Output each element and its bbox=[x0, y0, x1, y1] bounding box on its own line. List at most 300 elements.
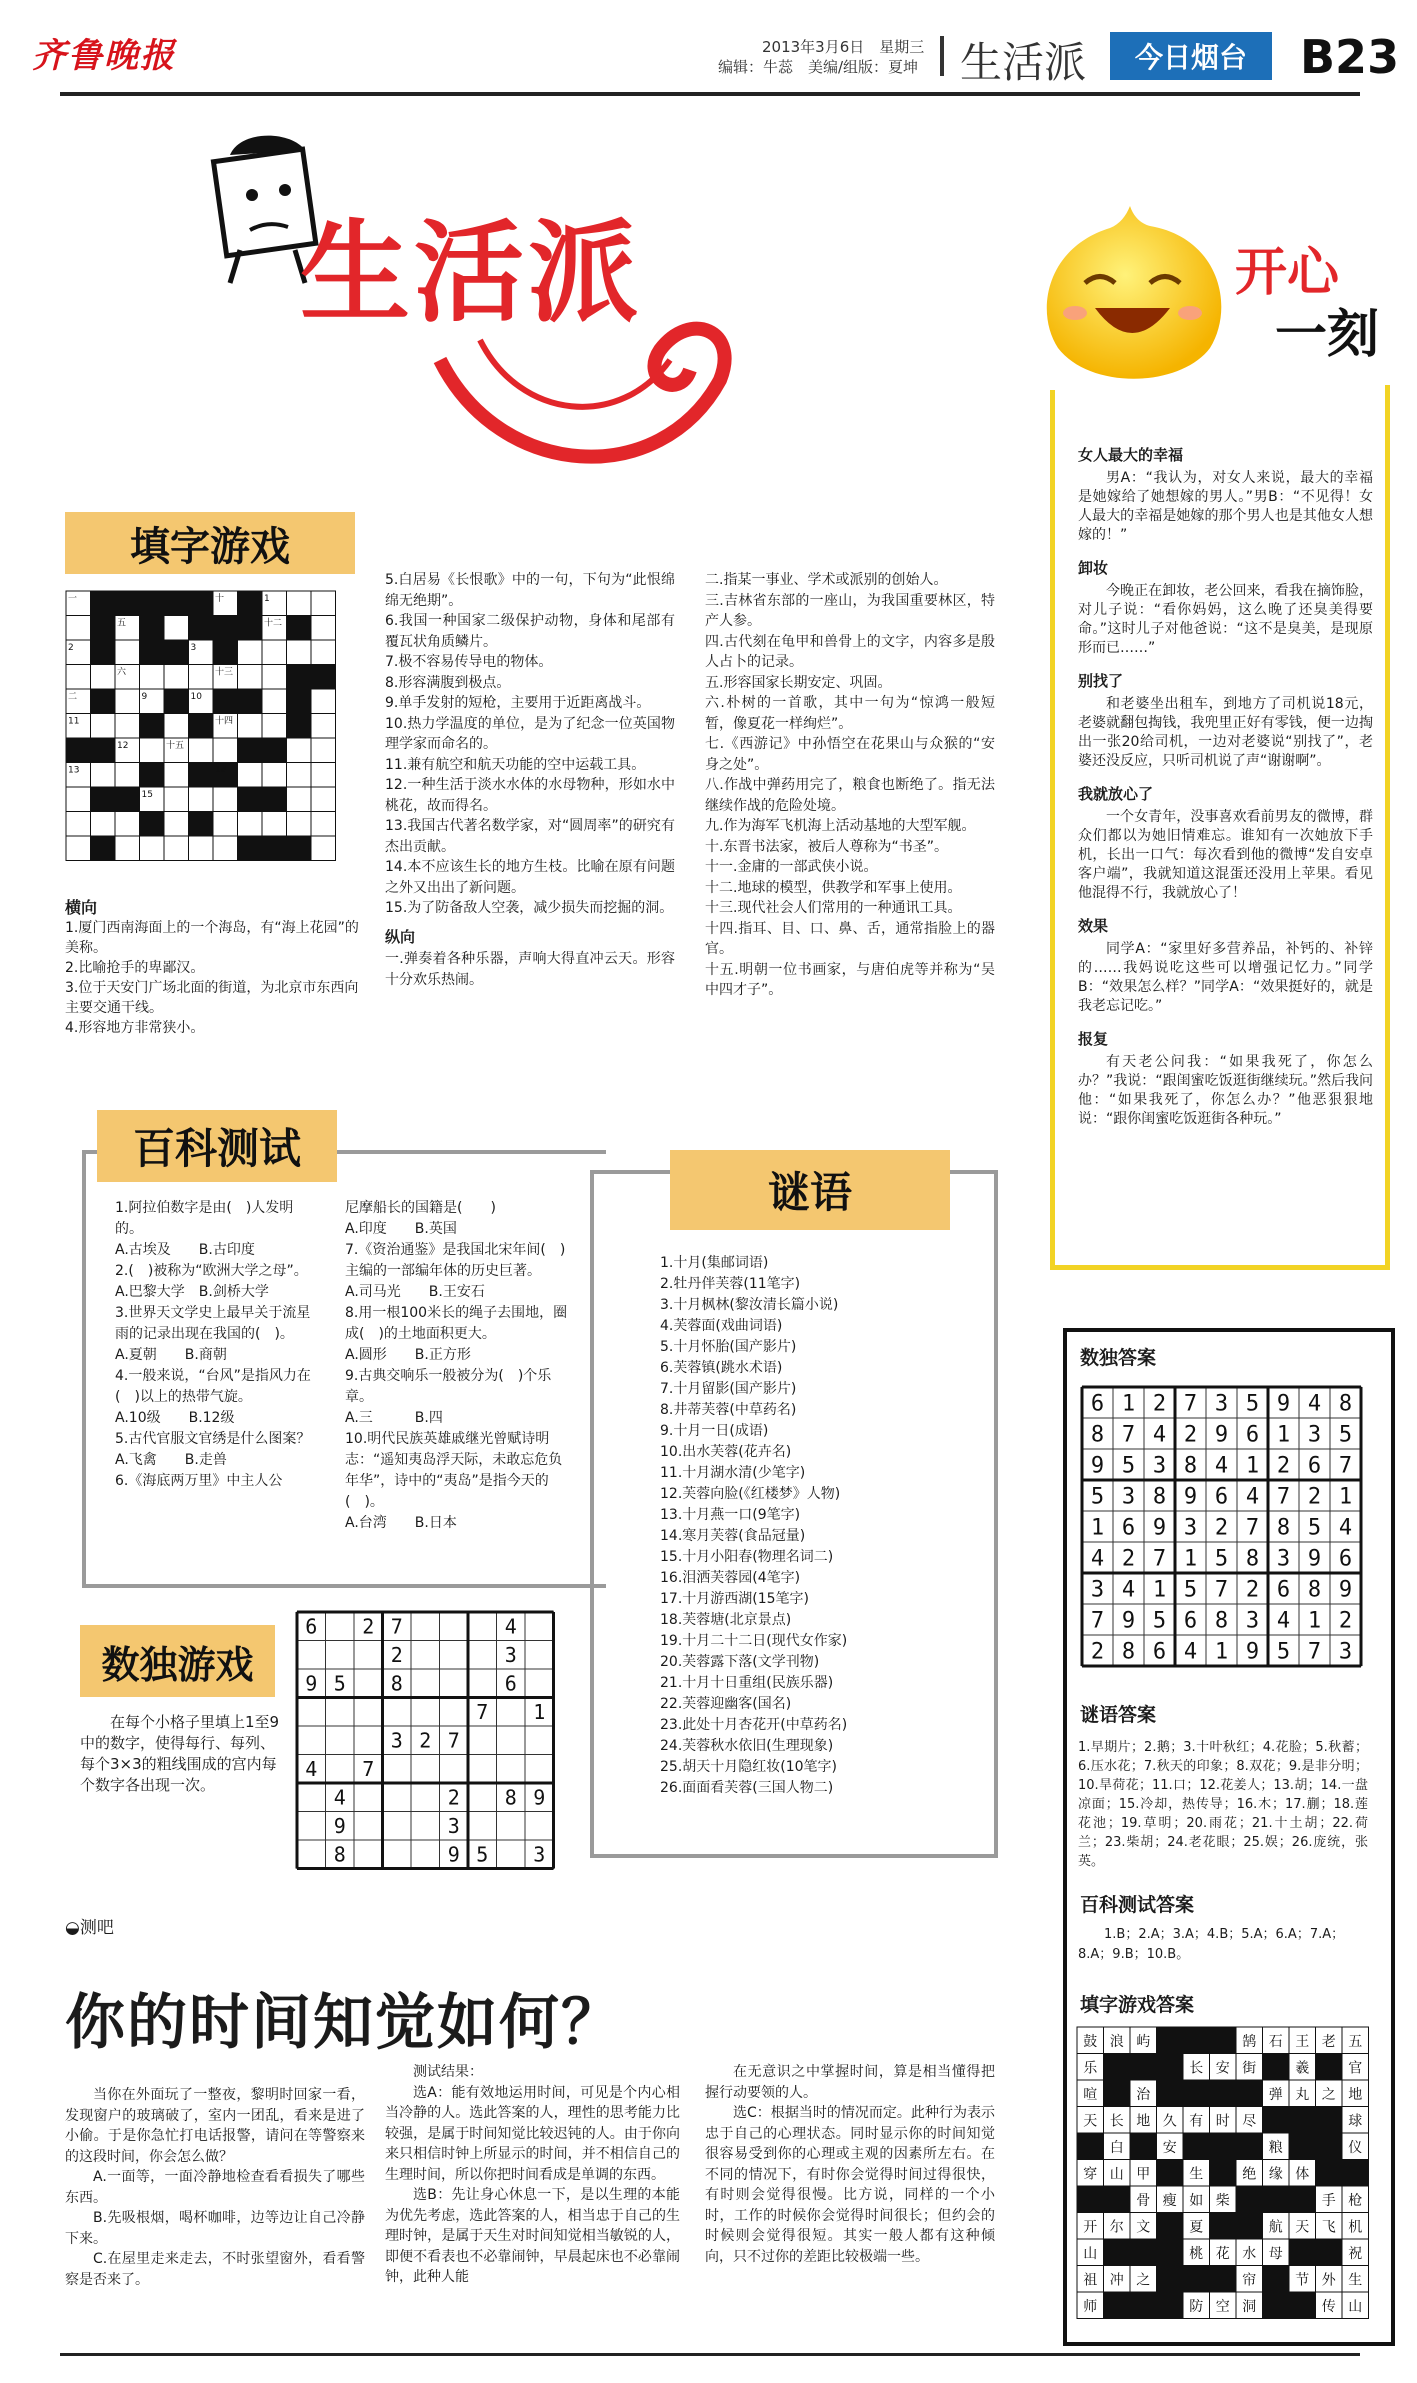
crossword-cell bbox=[140, 763, 165, 788]
crossword-cell bbox=[91, 738, 116, 763]
sudoku-answer-digit: 7 bbox=[1276, 1484, 1291, 1510]
crossword-answer-char: 老 bbox=[1321, 2034, 1336, 2051]
sudoku-answer-digit: 5 bbox=[1183, 1577, 1198, 1603]
crossword-answer-cell bbox=[1157, 2213, 1184, 2240]
sudoku-answer-digit: 5 bbox=[1152, 1608, 1167, 1634]
crossword-answer-cell bbox=[1236, 2213, 1263, 2240]
across-clue: 1.厦门西南海面上的一个海岛，有“海上花园”的美称。 bbox=[65, 920, 359, 956]
baike-line: A.巴黎大学 B.剑桥大学 bbox=[115, 1284, 269, 1300]
crossword-answer-cell bbox=[1157, 2266, 1184, 2293]
sudoku-answer-digit: 4 bbox=[1090, 1546, 1105, 1572]
crossword-answer-char: 帘 bbox=[1242, 2272, 1257, 2289]
top-rule bbox=[60, 92, 1360, 96]
down-clue: 二.指某一事业、学术或派别的创始人。 bbox=[705, 572, 948, 588]
crossword-cell-number: 13 bbox=[68, 765, 80, 776]
across-clue: 5.白居易《长恨歌》中的一句，下句为“此恨绵绵无绝期”。 bbox=[385, 572, 675, 609]
crossword-cell bbox=[287, 640, 312, 665]
sudoku-puzzle-cell bbox=[468, 1783, 497, 1812]
crossword-answer-cell bbox=[1263, 2186, 1290, 2213]
sudoku-puzzle-cell bbox=[525, 1641, 554, 1670]
miyu-item: 10.出水芙蓉(花卉名) bbox=[660, 1444, 792, 1460]
sudoku-puzzle-digit: 4 bbox=[305, 1756, 318, 1781]
sudoku-answer-digit: 8 bbox=[1121, 1639, 1136, 1665]
sudoku-puzzle-cell bbox=[468, 1726, 497, 1755]
header-divider bbox=[940, 36, 944, 76]
crossword-cell bbox=[238, 591, 263, 616]
crossword-cell bbox=[287, 812, 312, 837]
crossword-answer-char: 喧 bbox=[1083, 2087, 1098, 2104]
sudoku-answer-digit: 1 bbox=[1152, 1577, 1167, 1603]
crossword-answer-char: 柴 bbox=[1215, 2193, 1230, 2210]
crossword-answer-char: 羲 bbox=[1295, 2060, 1310, 2077]
sudoku-puzzle-digit: 3 bbox=[447, 1813, 460, 1838]
sudoku-answer-digit: 7 bbox=[1152, 1546, 1167, 1572]
sudoku-answer-digit: 4 bbox=[1307, 1391, 1322, 1417]
sudoku-puzzle-digit: 4 bbox=[504, 1614, 517, 1639]
crossword-answer-char: 桃 bbox=[1189, 2246, 1204, 2263]
baike-answer-text: 1.B；2.A；3.A；4.B；5.A；6.A；7.A；8.A；9.B；10.B。 bbox=[1078, 1927, 1345, 1962]
crossword-cell bbox=[140, 591, 165, 616]
crossword-answer-cell bbox=[1316, 2133, 1343, 2160]
sudoku-answer-digit: 6 bbox=[1152, 1639, 1167, 1665]
crossword-answer-cell bbox=[1130, 2292, 1157, 2319]
joke-title: 我就放心了 bbox=[1078, 785, 1154, 803]
sudoku-answer-heading: 数独答案 bbox=[1080, 1347, 1157, 1369]
crossword-cell-number: 2 bbox=[68, 643, 74, 653]
miyu-item: 20.芙蓉露下落(文学刊物) bbox=[660, 1654, 820, 1670]
crossword-cell bbox=[140, 836, 165, 861]
crossword-answer-char: 长 bbox=[1189, 2060, 1204, 2077]
crossword-cell bbox=[164, 787, 189, 812]
crossword-cell bbox=[287, 714, 312, 739]
down-clue: 十四.指耳、目、口、鼻、舌，通常指脸上的器官。 bbox=[705, 920, 995, 957]
sudoku-puzzle-cell bbox=[354, 1783, 383, 1812]
baike-line: A.古埃及 B.古印度 bbox=[115, 1242, 255, 1258]
crossword-cell bbox=[238, 763, 263, 788]
quiz-paragraph: 测试结果： bbox=[413, 2064, 483, 2080]
crossword-answer-char: 体 bbox=[1295, 2166, 1310, 2183]
sudoku-puzzle-grid bbox=[295, 1610, 557, 1872]
crossword-answer-char: 之 bbox=[1136, 2272, 1151, 2289]
down-clue: 一.弹奏着各种乐器，声响大得直冲云天。形容十分欢乐热闹。 bbox=[385, 951, 675, 988]
crossword-cell bbox=[238, 616, 263, 641]
quiz-paragraph: 在无意识之中掌握时间，算是相当懂得把握行动要领的人。 bbox=[705, 2064, 995, 2101]
crossword-cell bbox=[262, 836, 287, 861]
sudoku-answer-digit: 3 bbox=[1152, 1453, 1167, 1479]
crossword-cell bbox=[189, 812, 214, 837]
sudoku-answer-digit: 6 bbox=[1338, 1546, 1353, 1572]
sudoku-puzzle-digit: 7 bbox=[447, 1728, 460, 1753]
down-clue: 七.《西游记》中孙悟空在花果山与众猴的“安身之处”。 bbox=[705, 736, 995, 773]
down-clue: 五.形容国家长期安定、巩固。 bbox=[705, 674, 892, 691]
sudoku-answer-digit: 2 bbox=[1121, 1546, 1136, 1572]
crossword-cell-number: 一 bbox=[68, 594, 78, 604]
sudoku-answer-digit: 4 bbox=[1152, 1422, 1167, 1448]
quiz-title: 你的时间知觉如何？ bbox=[65, 1988, 623, 2058]
sudoku-puzzle-digit: 7 bbox=[362, 1756, 375, 1781]
crossword-cell bbox=[189, 714, 214, 739]
sudoku-answer-digit: 3 bbox=[1245, 1608, 1260, 1634]
baike-label: 百科测试 bbox=[97, 1110, 337, 1182]
across-clue: 3.位于天安门广场北面的街道，为北京市东西向主要交通干线。 bbox=[65, 980, 359, 1016]
crossword-cell bbox=[164, 689, 189, 714]
sudoku-answer-digit: 5 bbox=[1090, 1484, 1105, 1510]
baike-line: A.三 B.四 bbox=[345, 1410, 443, 1426]
crossword-answer-cell bbox=[1157, 2054, 1184, 2081]
crossword-cell bbox=[66, 738, 91, 763]
crossword-answer-char: 石 bbox=[1268, 2034, 1283, 2051]
crossword-answer-cell bbox=[1077, 2186, 1104, 2213]
sudoku-puzzle-digit: 1 bbox=[533, 1699, 546, 1724]
sudoku-puzzle-digit: 8 bbox=[504, 1785, 517, 1810]
sudoku-answer-digit: 5 bbox=[1307, 1515, 1322, 1541]
crossword-cell bbox=[140, 738, 165, 763]
sudoku-puzzle-cell bbox=[411, 1755, 440, 1784]
crossword-cell bbox=[140, 714, 165, 739]
sudoku-puzzle-cell bbox=[297, 1783, 326, 1812]
sudoku-puzzle-cell bbox=[411, 1669, 440, 1698]
crossword-cell-number: 十三 bbox=[215, 667, 234, 678]
crossword-cell bbox=[311, 738, 336, 763]
across-clues-col2 bbox=[385, 570, 675, 990]
crossword-cell bbox=[238, 738, 263, 763]
down-clue: 九.作为海军飞机海上活动基地的大型军舰。 bbox=[705, 818, 976, 834]
miyu-item: 7.十月留影(国产影片) bbox=[660, 1381, 797, 1397]
sudoku-puzzle-digit: 9 bbox=[333, 1813, 346, 1838]
across-clue: 9.单手发射的短枪，主要用于近距离战斗。 bbox=[385, 695, 651, 711]
crossword-answer-char: 鹄 bbox=[1242, 2034, 1257, 2051]
across-clue: 6.我国一种国家二级保护动物，身体和尾部有覆瓦状角质鳞片。 bbox=[385, 613, 675, 650]
crossword-cell bbox=[91, 763, 116, 788]
crossword-answer-cell bbox=[1210, 2160, 1237, 2187]
sudoku-puzzle-digit: 5 bbox=[476, 1842, 489, 1867]
crossword-cell-number: 十五 bbox=[166, 741, 185, 751]
sudoku-puzzle-cell bbox=[468, 1612, 497, 1641]
sudoku-answer-digit: 6 bbox=[1121, 1515, 1136, 1541]
sudoku-puzzle-digit: 9 bbox=[305, 1671, 318, 1696]
sudoku-puzzle-cell bbox=[440, 1698, 469, 1727]
crossword-cell bbox=[140, 616, 165, 641]
baike-line: A.台湾 B.日本 bbox=[345, 1515, 457, 1531]
baike-line: 7.《资治通鉴》是我国北宋年间( )主编的一部编年体的历史巨著。 bbox=[345, 1242, 566, 1279]
crossword-cell bbox=[115, 812, 140, 837]
crossword-answer-char: 节 bbox=[1295, 2272, 1310, 2289]
crossword-answer-char: 绝 bbox=[1242, 2166, 1257, 2183]
joke-title: 女人最大的幸福 bbox=[1078, 446, 1184, 464]
sudoku-puzzle-cell bbox=[525, 1726, 554, 1755]
crossword-answer-char: 航 bbox=[1268, 2219, 1283, 2236]
sudoku-puzzle-cell bbox=[411, 1783, 440, 1812]
crossword-cell bbox=[91, 665, 116, 690]
sudoku-puzzle-cell bbox=[525, 1812, 554, 1841]
quiz-col2 bbox=[385, 2062, 680, 2288]
crossword-cell-number: 10 bbox=[190, 692, 202, 702]
crossword-answer-char: 外 bbox=[1321, 2272, 1336, 2289]
across-clue: 10.热力学温度的单位，是为了纪念一位英国物理学家而命名的。 bbox=[385, 715, 675, 752]
sudoku-answer-digit: 6 bbox=[1090, 1391, 1105, 1417]
sudoku-answer-digit: 6 bbox=[1276, 1577, 1291, 1603]
crossword-answer-char: 母 bbox=[1268, 2246, 1283, 2263]
sudoku-answer-digit: 8 bbox=[1183, 1453, 1198, 1479]
sudoku-instructions: 在每个小格子里填上1至9中的数字，使得每行、每列、每个3×3的粗线围成的宫内每个数字各出现一次。 bbox=[80, 1713, 280, 1794]
sudoku-puzzle-digit: 2 bbox=[390, 1642, 403, 1667]
sudoku-puzzle-cell bbox=[468, 1669, 497, 1698]
sudoku-answer-digit: 2 bbox=[1245, 1577, 1260, 1603]
quiz-paragraph: A.一面等，一面冷静地检查看看损失了哪些东西。 bbox=[65, 2169, 365, 2206]
crossword-answer-cell bbox=[1104, 2054, 1131, 2081]
sudoku-puzzle-cell bbox=[326, 1698, 355, 1727]
crossword-answer-cell bbox=[1130, 2133, 1157, 2160]
sudoku-puzzle-cell bbox=[411, 1812, 440, 1841]
crossword-answer-cell bbox=[1157, 2160, 1184, 2187]
sudoku-puzzle-cell bbox=[411, 1612, 440, 1641]
miyu-item: 6.芙蓉镇(跳水术语) bbox=[660, 1360, 783, 1376]
sudoku-puzzle-digit: 4 bbox=[333, 1785, 346, 1810]
miyu-item: 15.十月小阳春(物理名词二) bbox=[660, 1549, 834, 1565]
crossword-cell bbox=[91, 591, 116, 616]
crossword-answer-char: 安 bbox=[1162, 2140, 1177, 2157]
crossword-answer-char: 安 bbox=[1215, 2060, 1230, 2077]
sudoku-puzzle-digit: 8 bbox=[333, 1842, 346, 1867]
baike-line: A.飞禽 B.走兽 bbox=[115, 1452, 227, 1468]
crossword-cell bbox=[311, 591, 336, 616]
baike-line: 2.( )被称为“欧洲大学之母”。 bbox=[115, 1263, 308, 1279]
sudoku-answer-digit: 9 bbox=[1245, 1639, 1260, 1665]
quiz-col3 bbox=[705, 2062, 995, 2267]
sudoku-puzzle-cell bbox=[411, 1840, 440, 1869]
crossword-cell bbox=[287, 591, 312, 616]
sudoku-answer-digit: 2 bbox=[1152, 1391, 1167, 1417]
sudoku-puzzle-cell bbox=[383, 1755, 412, 1784]
miyu-item: 19.十月二十二日(现代女作家) bbox=[660, 1633, 848, 1649]
quiz-col1 bbox=[65, 2085, 365, 2290]
crossword-answer-cell bbox=[1236, 2080, 1263, 2107]
crossword-cell bbox=[287, 665, 312, 690]
crossword-cell bbox=[91, 787, 116, 812]
sudoku-answer-digit: 3 bbox=[1214, 1391, 1229, 1417]
crossword-answer-char: 仪 bbox=[1348, 2140, 1363, 2157]
crossword-answer-char: 文 bbox=[1136, 2219, 1151, 2236]
sudoku-puzzle-cell bbox=[354, 1698, 383, 1727]
sudoku-answer-digit: 8 bbox=[1338, 1391, 1353, 1417]
sudoku-answer-digit: 9 bbox=[1214, 1422, 1229, 1448]
sudoku-answer-digit: 2 bbox=[1338, 1608, 1353, 1634]
sudoku-answer-digit: 1 bbox=[1276, 1422, 1291, 1448]
crossword-cell bbox=[213, 836, 238, 861]
crossword-answer-char: 天 bbox=[1083, 2113, 1098, 2130]
down-clue: 十一.金庸的一部武侠小说。 bbox=[705, 859, 878, 875]
crossword-answer-char: 鼓 bbox=[1083, 2034, 1098, 2051]
miyu-item: 17.十月游西湖(15笔字) bbox=[660, 1591, 810, 1607]
crossword-answer-cell bbox=[1210, 2080, 1237, 2107]
sudoku-puzzle-digit: 2 bbox=[447, 1785, 460, 1810]
sudoku-puzzle-cell bbox=[497, 1755, 526, 1784]
crossword-answer-cell bbox=[1210, 2027, 1237, 2054]
crossword-cell-number: 15 bbox=[141, 790, 153, 800]
miyu-item: 21.十月十日重组(民族乐器) bbox=[660, 1675, 834, 1691]
crossword-cell bbox=[91, 836, 116, 861]
crossword-cell bbox=[213, 616, 238, 641]
crossword-cell-number: 11 bbox=[68, 716, 80, 727]
crossword-answer-char: 有 bbox=[1189, 2113, 1204, 2130]
sudoku-answer-digit: 4 bbox=[1338, 1515, 1353, 1541]
crossword-answer-cell bbox=[1157, 2027, 1184, 2054]
sudoku-puzzle-cell bbox=[497, 1698, 526, 1727]
miyu-item: 25.胡天十月隐红妆(10笔字) bbox=[660, 1759, 838, 1775]
crossword-answer-grid bbox=[1075, 2025, 1375, 2325]
sudoku-answer-digit: 5 bbox=[1245, 1391, 1260, 1417]
miyu-item: 12.芙蓉向脸(《红楼梦》人物) bbox=[660, 1486, 841, 1502]
crossword-cell bbox=[189, 836, 214, 861]
sudoku-puzzle-digit: 9 bbox=[533, 1785, 546, 1810]
sudoku-puzzle-cell bbox=[440, 1641, 469, 1670]
crossword-answer-char: 屿 bbox=[1136, 2034, 1151, 2051]
issue-date: 2013年3月6日 星期三 bbox=[762, 38, 925, 56]
crossword-cell-number: 十二 bbox=[264, 618, 283, 629]
crossword-cell bbox=[238, 689, 263, 714]
sudoku-answer-digit: 9 bbox=[1338, 1577, 1353, 1603]
page-header bbox=[0, 0, 1417, 87]
baike-answer-heading: 百科测试答案 bbox=[1080, 1894, 1195, 1916]
crossword-cell-number: 9 bbox=[141, 692, 148, 702]
down-clue: 十.东晋书法家，被后人尊称为“书圣”。 bbox=[705, 838, 948, 855]
crossword-answer-char: 空 bbox=[1215, 2299, 1230, 2316]
crossword-answer-char: 冲 bbox=[1109, 2272, 1124, 2289]
crossword-cell bbox=[91, 616, 116, 641]
crossword-answer-cell bbox=[1316, 2239, 1343, 2266]
miyu-item: 9.十月一日(成语) bbox=[660, 1423, 769, 1439]
crossword-answer-char: 白 bbox=[1109, 2140, 1124, 2157]
crossword-answer-char: 弹 bbox=[1268, 2087, 1283, 2104]
crossword-cell bbox=[311, 714, 336, 739]
crossword-cell bbox=[262, 738, 287, 763]
sudoku-answer-digit: 5 bbox=[1276, 1639, 1291, 1665]
sudoku-puzzle-digit: 2 bbox=[362, 1614, 375, 1639]
sudoku-answer-digit: 8 bbox=[1214, 1608, 1229, 1634]
sudoku-answer-digit: 2 bbox=[1090, 1639, 1105, 1665]
crossword-cell bbox=[164, 812, 189, 837]
joke-text: 和老婆坐出租车，到地方了司机说18元，老婆就翻包掏钱，我兜里正好有零钱，便一边掏出一张20给司机，一边对老婆说“别找了”，老婆还没反应，只听司机说了声“谢谢啊”。 bbox=[1078, 696, 1373, 769]
crossword-answer-char: 浪 bbox=[1109, 2034, 1124, 2051]
sudoku-puzzle-cell bbox=[326, 1755, 355, 1784]
sudoku-answer-digit: 7 bbox=[1121, 1422, 1136, 1448]
crossword-cell bbox=[164, 616, 189, 641]
crossword-answer-cell bbox=[1130, 2054, 1157, 2081]
crossword-cell-number: 3 bbox=[190, 643, 197, 653]
crossword-cell bbox=[262, 787, 287, 812]
crossword-answer-cell bbox=[1316, 2107, 1343, 2134]
baike-line: 3.世界天文学史上最早关于流星雨的记录出现在我国的( )。 bbox=[115, 1305, 311, 1342]
crossword-cell bbox=[91, 689, 116, 714]
baike-line: 尼摩船长的国籍是( ) bbox=[345, 1200, 496, 1216]
crossword-answer-cell bbox=[1157, 2292, 1184, 2319]
sudoku-answer-grid bbox=[1080, 1385, 1370, 1675]
crossword-cell bbox=[115, 763, 140, 788]
sudoku-puzzle-digit: 9 bbox=[447, 1842, 460, 1867]
crossword-cell bbox=[66, 616, 91, 641]
crossword-answer-cell bbox=[1104, 2080, 1131, 2107]
sudoku-answer-digit: 3 bbox=[1090, 1577, 1105, 1603]
crossword-answer-char: 地 bbox=[1136, 2113, 1151, 2130]
crossword-cell bbox=[238, 787, 263, 812]
swirl-ornament-icon bbox=[420, 300, 740, 490]
sudoku-answer-digit: 9 bbox=[1183, 1484, 1198, 1510]
crossword-cell bbox=[311, 616, 336, 641]
sudoku-answer-digit: 6 bbox=[1214, 1484, 1229, 1510]
crossword-cell bbox=[238, 836, 263, 861]
crossword-answer-char: 甲 bbox=[1136, 2166, 1151, 2183]
smiley-icon bbox=[1030, 198, 1240, 388]
crossword-answer-cell bbox=[1236, 2186, 1263, 2213]
baike-line: A.司马光 B.王安石 bbox=[345, 1284, 485, 1300]
edition-badge: 今日烟台 bbox=[1110, 32, 1272, 80]
sudoku-answer-digit: 8 bbox=[1307, 1577, 1322, 1603]
crossword-answer-char: 穿 bbox=[1083, 2166, 1098, 2183]
sudoku-puzzle-digit: 5 bbox=[333, 1671, 346, 1696]
sudoku-answer-digit: 2 bbox=[1183, 1422, 1198, 1448]
baike-line: 5.古代官服文官绣是什么图案？ bbox=[115, 1431, 311, 1447]
joke-title: 报复 bbox=[1078, 1030, 1109, 1048]
crossword-answer-char: 五 bbox=[1348, 2034, 1363, 2051]
baike-line: 6.《海底两万里》中主人公 bbox=[115, 1473, 283, 1489]
crossword-answer-char: 尔 bbox=[1109, 2219, 1124, 2236]
crossword-answer-cell bbox=[1263, 2107, 1290, 2134]
across-clue: 7.极不容易传导电的物体。 bbox=[385, 654, 553, 670]
crossword-cell bbox=[311, 763, 336, 788]
sudoku-puzzle-cell bbox=[354, 1726, 383, 1755]
sudoku-puzzle-digit: 6 bbox=[305, 1614, 318, 1639]
crossword-cell bbox=[287, 689, 312, 714]
sudoku-answer-digit: 9 bbox=[1276, 1391, 1291, 1417]
sudoku-answer-digit: 3 bbox=[1183, 1515, 1198, 1541]
sudoku-answer-digit: 8 bbox=[1245, 1546, 1260, 1572]
crossword-cell-number: 十 bbox=[215, 594, 225, 604]
sudoku-puzzle-cell bbox=[468, 1812, 497, 1841]
sudoku-puzzle-cell bbox=[383, 1698, 412, 1727]
baike-line: 1.阿拉伯数字是由( )人发明的。 bbox=[115, 1200, 294, 1237]
joke-title: 别找了 bbox=[1078, 672, 1124, 690]
sudoku-answer-digit: 1 bbox=[1121, 1391, 1136, 1417]
crossword-answer-cell bbox=[1263, 2292, 1290, 2319]
sudoku-answer-digit: 9 bbox=[1152, 1515, 1167, 1541]
sudoku-puzzle-digit: 8 bbox=[390, 1671, 403, 1696]
crossword-answer-char: 洞 bbox=[1242, 2299, 1257, 2316]
page-number: B23 bbox=[1300, 30, 1400, 84]
crossword-answer-cell bbox=[1236, 2133, 1263, 2160]
sudoku-puzzle-cell bbox=[297, 1641, 326, 1670]
miyu-item: 23.此处十月杏花开(中草药名) bbox=[660, 1717, 848, 1733]
miyu-item: 16.泪洒芙蓉园(4笔字) bbox=[660, 1570, 801, 1586]
across-clue: 12.一种生活于淡水水体的水母物种，形如水中桃花，故而得名。 bbox=[385, 777, 675, 814]
kaixin-title: 开心 bbox=[1235, 242, 1340, 303]
crossword-answer-char: 尽 bbox=[1242, 2113, 1257, 2130]
joke-text: 今晚正在卸妆，老公回来，看我在摘饰脸，对儿子说：“看你妈妈，这么晚了还臭美得要命。”这时儿子对他爸说：“这不是臭美，是现原形而已……” bbox=[1078, 583, 1373, 656]
miyu-item: 2.牡丹伴芙蓉(11笔字) bbox=[660, 1276, 801, 1292]
baike-line: A.印度 B.英国 bbox=[345, 1221, 457, 1237]
crossword-answer-cell bbox=[1104, 2292, 1131, 2319]
sudoku-answer-digit: 7 bbox=[1183, 1391, 1198, 1417]
crossword-cell bbox=[213, 738, 238, 763]
sudoku-puzzle-cell bbox=[297, 1812, 326, 1841]
crossword-cell bbox=[115, 714, 140, 739]
sudoku-puzzle-cell bbox=[326, 1612, 355, 1641]
miyu-item: 4.芙蓉面(戏曲词语) bbox=[660, 1318, 783, 1334]
crossword-cell bbox=[91, 714, 116, 739]
sudoku-puzzle-digit: 7 bbox=[390, 1614, 403, 1639]
sudoku-answer-digit: 8 bbox=[1276, 1515, 1291, 1541]
crossword-answer-char: 祖 bbox=[1083, 2272, 1098, 2289]
crossword-cell bbox=[238, 812, 263, 837]
